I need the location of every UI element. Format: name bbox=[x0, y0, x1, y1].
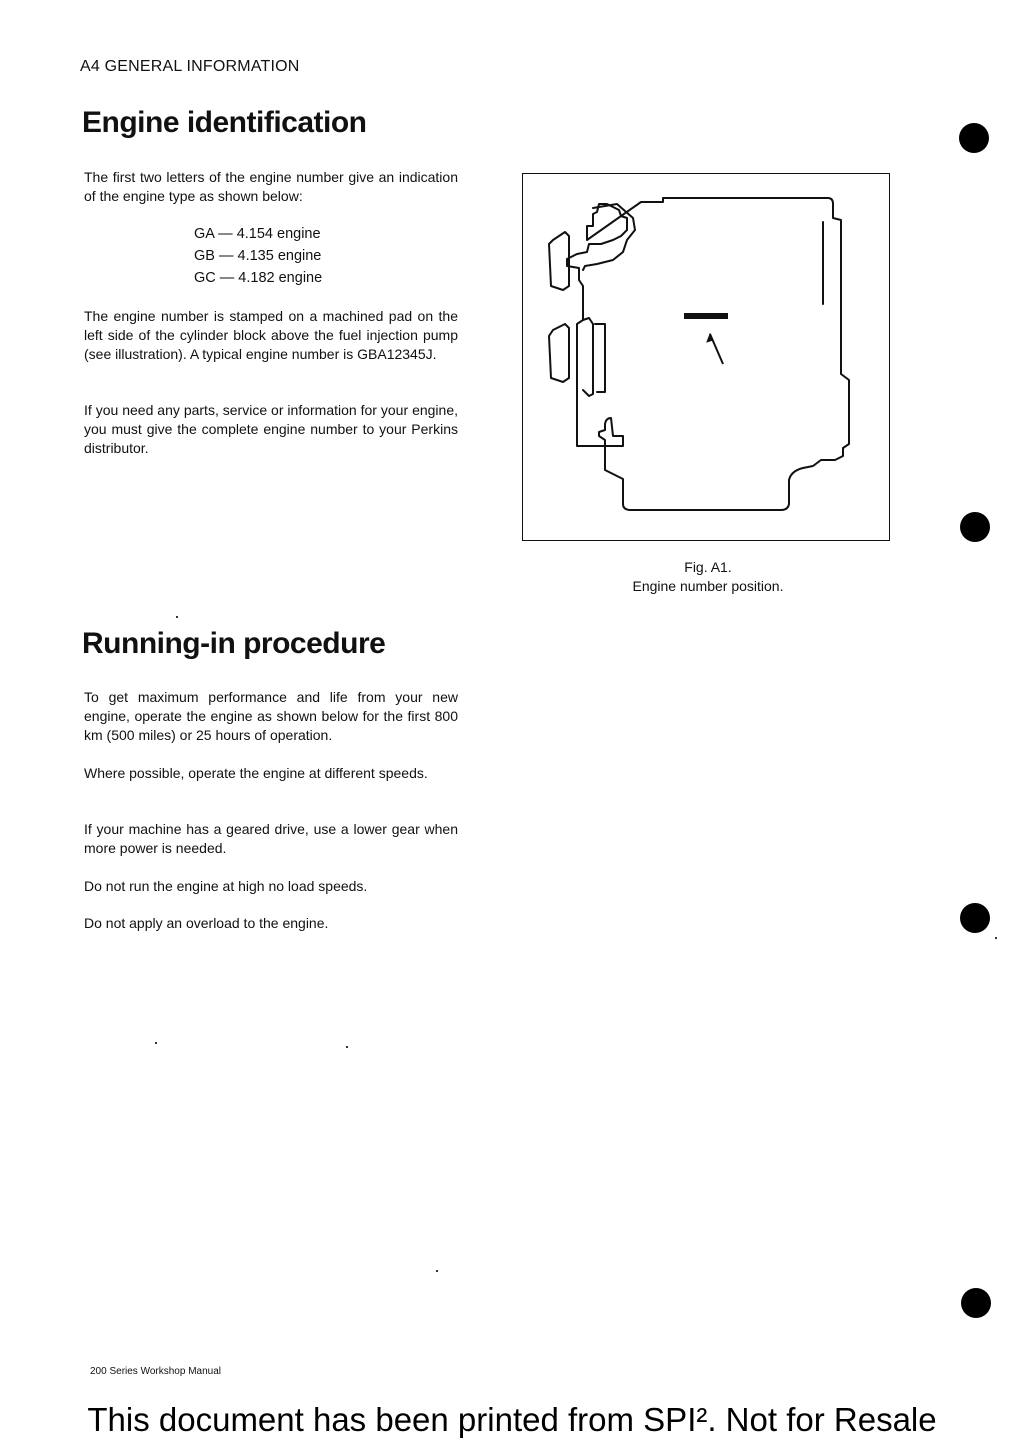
figure-caption-text: Engine number position. bbox=[632, 578, 784, 594]
punch-hole-3 bbox=[960, 903, 990, 933]
engine-number-figure bbox=[522, 173, 890, 541]
running-in-paragraph-5: Do not apply an overload to the engine. bbox=[84, 915, 329, 931]
punch-hole-1 bbox=[959, 123, 989, 153]
running-in-paragraph-3: If your machine has a geared drive, use a lower gear when more power is needed. bbox=[84, 821, 458, 856]
engine-type-gb: GB — 4.135 engine bbox=[194, 248, 322, 264]
engine-number-stamp-paragraph: The engine number is stamped on a machined pad on the left side of the cylinder block above the fuel injection pump (see illustration). A typical engine number is GBA12345J. bbox=[84, 308, 458, 362]
punch-hole-4 bbox=[961, 1288, 991, 1318]
engine-id-intro: The first two letters of the engine number give an indication of the engine type as shown below: bbox=[84, 169, 458, 204]
punch-hole-2 bbox=[960, 512, 990, 542]
parts-service-paragraph: If you need any parts, service or information for your engine, you must give the complete engine number to your Perkins distributor. bbox=[84, 402, 458, 456]
figure-caption bbox=[522, 558, 894, 596]
scan-speck bbox=[436, 1270, 438, 1272]
section-header: A4 GENERAL INFORMATION bbox=[80, 58, 300, 75]
footer-manual-title: 200 Series Workshop Manual bbox=[90, 1366, 221, 1377]
print-notice: This document has been printed from SPI². Not for Resale bbox=[87, 1401, 937, 1438]
engine-type-ga: GA — 4.154 engine bbox=[194, 226, 321, 242]
figure-label: Fig. A1. bbox=[684, 559, 732, 575]
scan-speck bbox=[995, 937, 997, 939]
running-in-title: Running-in procedure bbox=[82, 627, 386, 660]
scan-speck bbox=[346, 1046, 348, 1048]
engine-type-list bbox=[194, 223, 322, 289]
running-in-paragraph-2: Where possible, operate the engine at different speeds. bbox=[84, 765, 428, 781]
scan-speck bbox=[176, 616, 178, 618]
engine-type-gc: GC — 4.182 engine bbox=[194, 270, 323, 286]
scan-speck bbox=[155, 1042, 157, 1044]
running-in-paragraph-4: Do not run the engine at high no load speeds. bbox=[84, 878, 368, 894]
engine-identification-title: Engine identification bbox=[82, 106, 367, 139]
running-in-paragraph-1: To get maximum performance and life from your new engine, operate the engine as shown below for the first 800 km (500 miles) or 25 hours of operation. bbox=[84, 689, 458, 743]
engine-outline-drawing bbox=[523, 174, 891, 542]
